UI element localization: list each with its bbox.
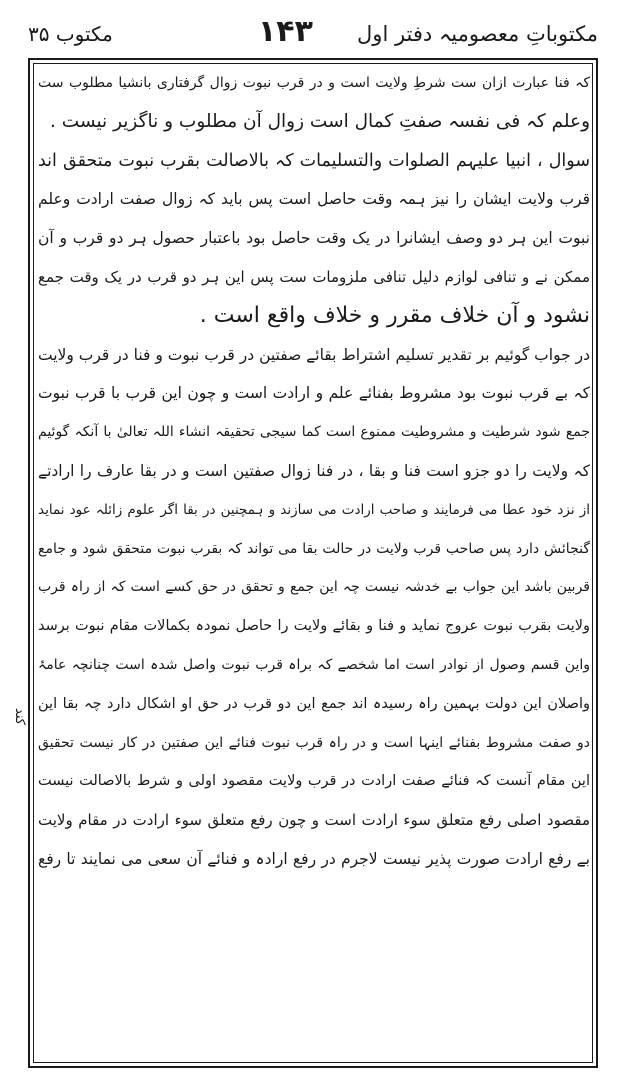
- text-line: دو صفت مشروط بفنائے اینہا است و در راہ قرب نبوت فنائے این صفتین در کار نیست تحقیق: [38, 734, 590, 751]
- text-line: وعلم کہ فی نفسہ صفتِ کمال است زوال آن مطلوب و ناگزیر نیست .: [50, 110, 590, 132]
- text-line: سوال ، انبیا علیہم الصلوات والتسلیمات کہ بالاصالت بقرب نبوت متحقق اند: [38, 150, 590, 171]
- text-line: گنجائش دارد پس صاحب قرب ولایت در حالت بقا می تواند کہ بقرب نبوت متحقق شود و جامع: [38, 540, 590, 557]
- text-line: در جواب گوئیم بر تقدیر تسلیم اشتراط بقائے صفتین در قرب نبوت و فنا در قرب ولایت: [38, 345, 590, 364]
- letter-number: مکتوب ۳۵: [28, 22, 113, 46]
- text-line: ولایت بقرب نبوت عروج نماید و فنا و بقائے ولایت را حاصل نمودہ بکمالات مقام نبوت برسد: [38, 618, 590, 635]
- text-line: واین قسم وصول از نوادر است اما شخصے کہ براہ قرب نبوت واصل شدہ است چنانچہ عامۂ: [38, 656, 590, 673]
- text-line: این مقام آنست کہ فنائے صفت ارادت در قرب ولایت مقصود اولی و شرط بالاصالت نیست: [38, 773, 590, 790]
- book-title: مکتوباتِ معصومیہ دفتر اول: [357, 22, 598, 46]
- text-line: بے رفع ارادت صورت پذیر نیست لاجرم در رفع ارادہ و فنائے آن سعی می نمایند تا رفع: [38, 849, 590, 868]
- text-line: نشود و آن خلاف مقرر و خلاف واقع است .: [199, 302, 590, 328]
- text-line: کہ فنا عبارت ازان ست شرطِ ولایت است و در قرب نبوت زوال گرفتاری بانشیا مطلوب ست: [38, 75, 590, 91]
- text-line: قربین باشد این جواب بے خدشہ نیست چہ این جمع و تحقق در حق کسے است کہ از راہ قرب: [38, 579, 590, 596]
- page-number: ۱۴۳: [258, 14, 313, 49]
- text-line: از نزد خود عطا می فرمایند و صاحب ارادت می سازند و ہمچنین در بقا اگر علوم زائلہ عود نماید: [38, 501, 590, 518]
- text-line: ممکن نے و تنافی لوازم دلیل تنافی ملزومات ست پس این ہر دو قرب در یک وقت جمع: [38, 267, 590, 286]
- text-line: کہ ولایت را دو جزو است فنا و بقا ، در فنا زوال صفتین است و در بقا عارف را ارادتے: [38, 461, 590, 480]
- text-line: قرب ولایت ایشان را نیز ہمہ وقت حاصل است پس باید کہ زوال صفت ارادت وعلم: [38, 190, 590, 209]
- text-line: نبوت این ہر دو وصف ایشانرا در یک وقت حاصل بود باعتبار حصول ہر دو قرب و آن: [38, 229, 590, 248]
- text-line: مقصود اصلی رفع متعلق سوء ارادت است و چون رفع متعلق سوء ارادت در مقام ولایت: [38, 811, 590, 830]
- body-text: [38, 64, 590, 879]
- text-line: واصلان این دولت بہمین راہ رسیدہ اند جمع این دو قرب در حق او اشکال دارد چہ بقا این: [38, 695, 590, 712]
- text-line: جمع شود شرطیت و مشروطیت ممنوع است کما سیجی تحقیقہ انشاء اللہ تعالیٰ با آنکہ گوئیم: [38, 424, 590, 441]
- text-line: کہ بے قرب نبوت بود مشروط بفنائے علم و ارادت است و چون این قرب با قرب نبوت: [38, 384, 590, 403]
- margin-note: کند: [12, 708, 27, 725]
- page-header: [28, 14, 598, 58]
